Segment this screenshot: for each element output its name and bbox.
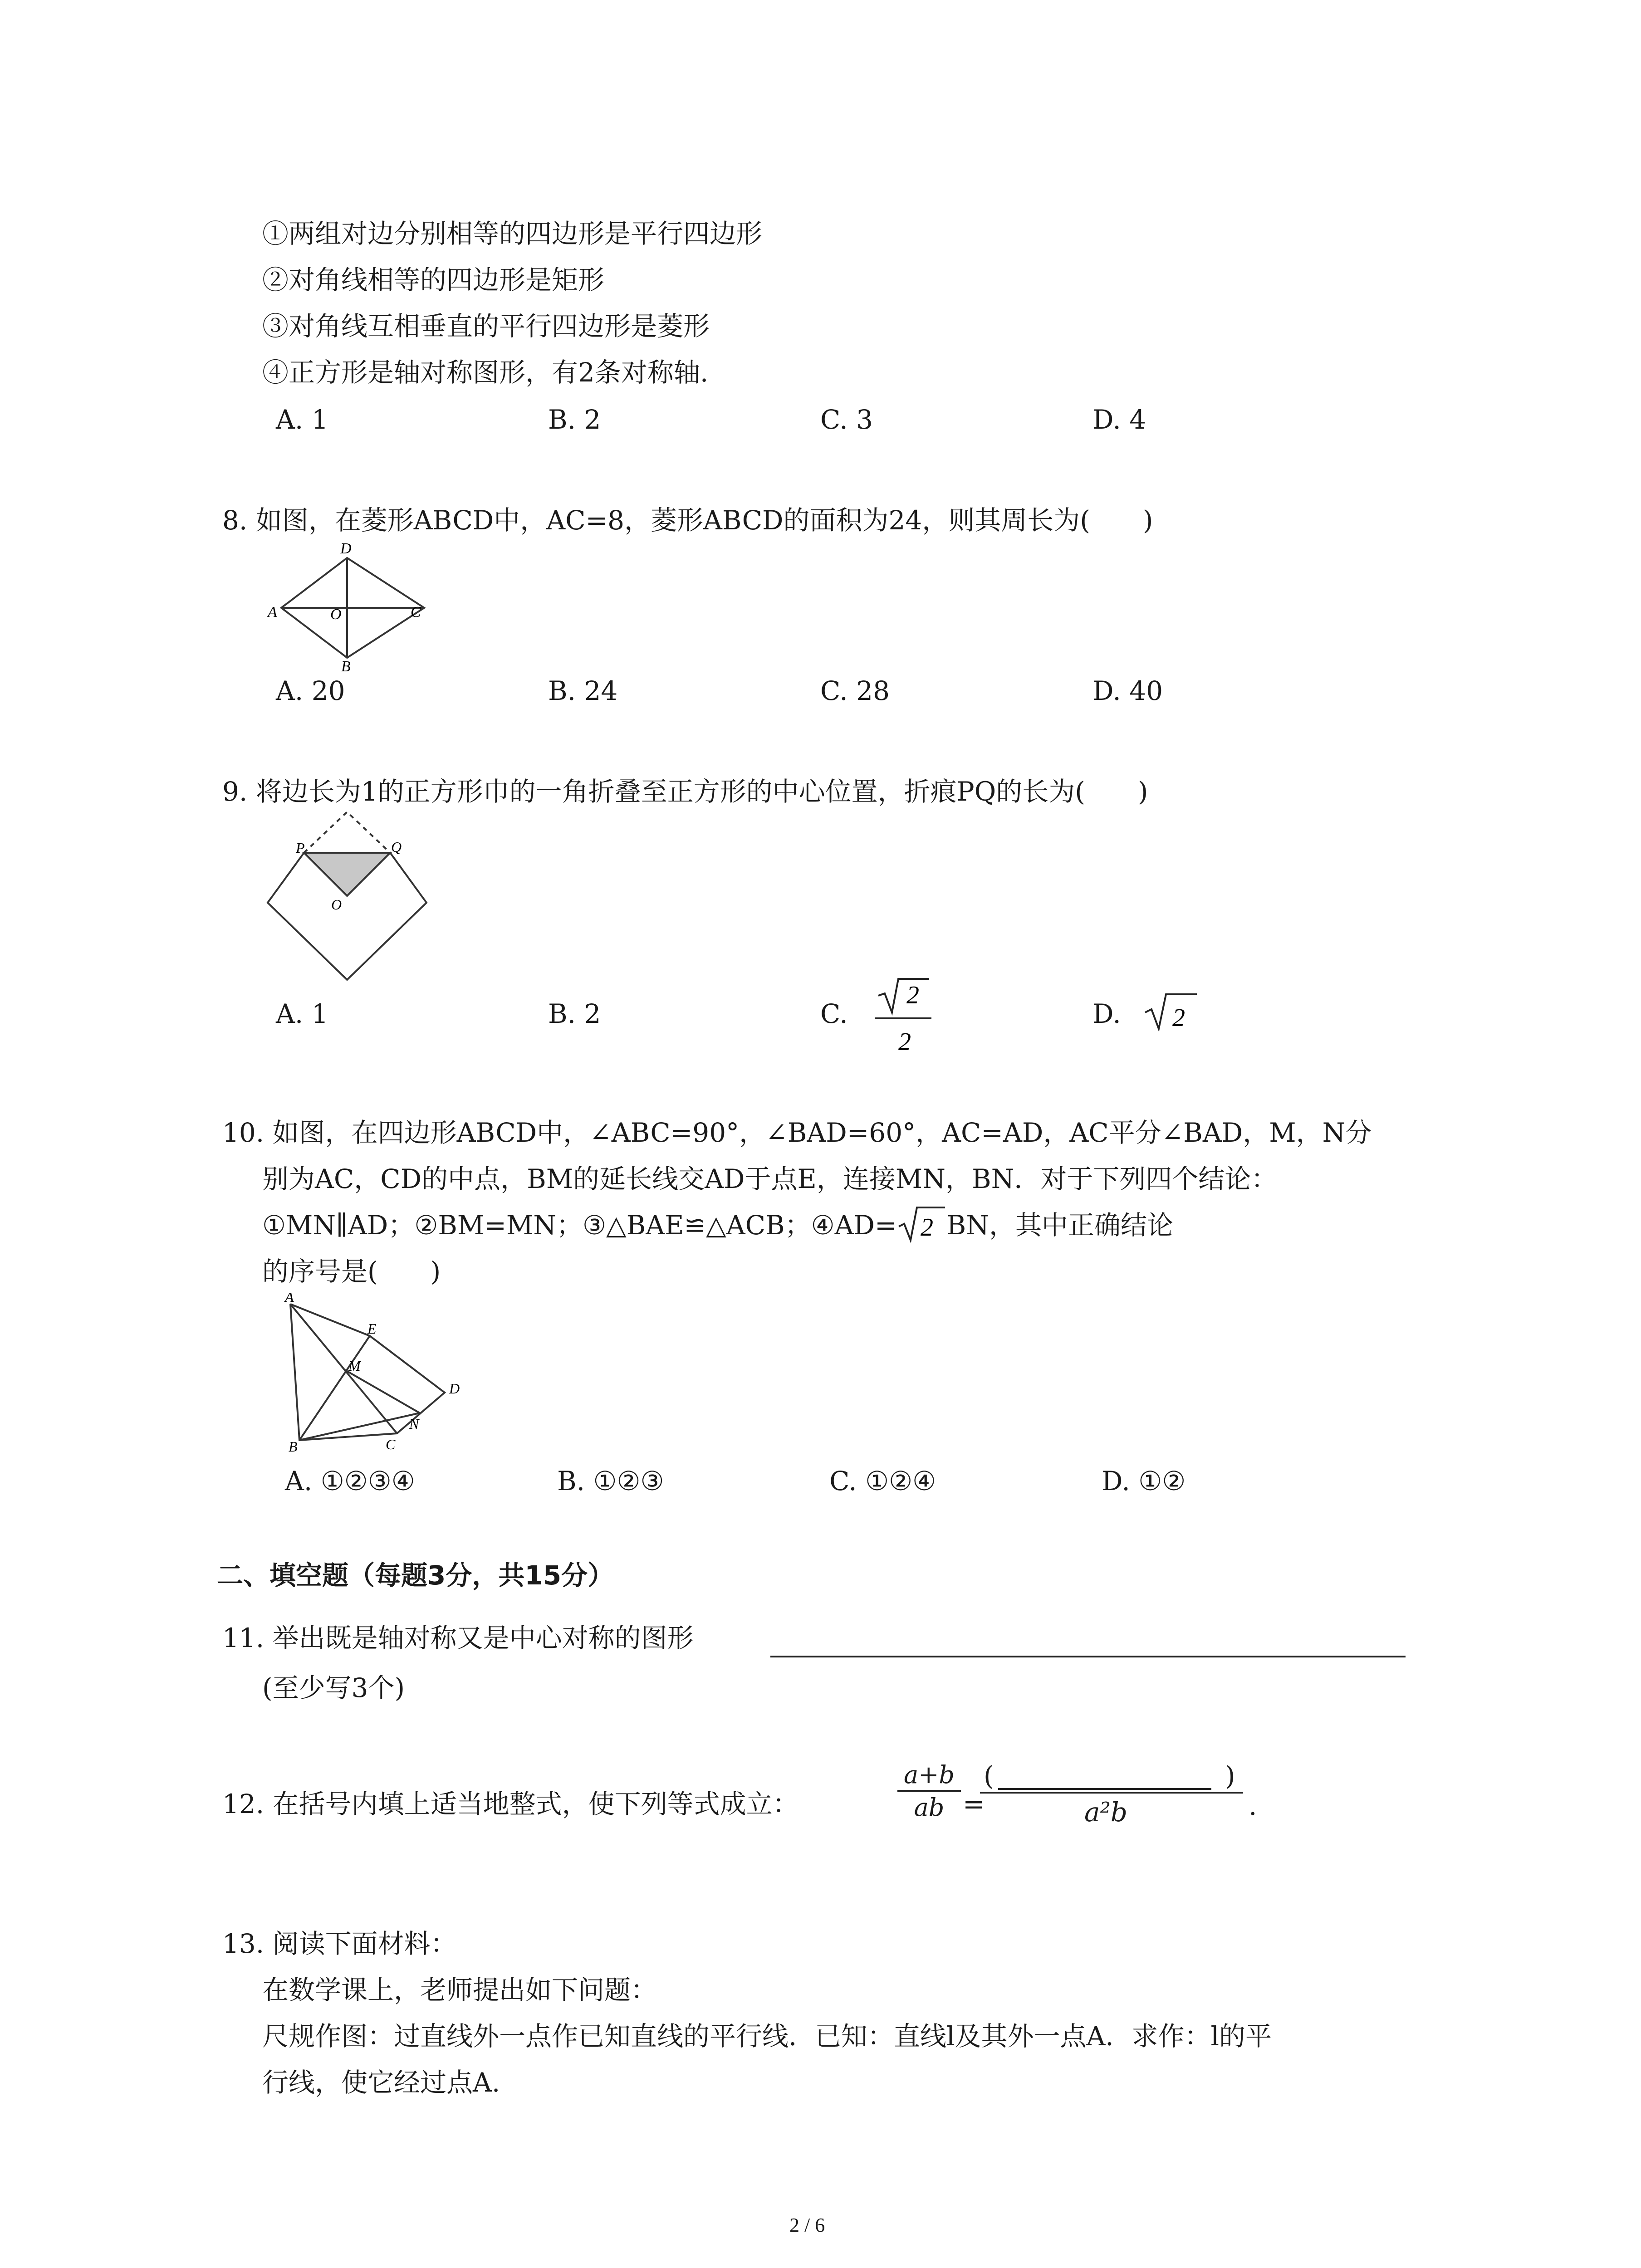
label-b: B (341, 658, 351, 671)
q9-option-d-sqrt (1142, 984, 1201, 1034)
q7-statement-4: ④正方形是轴对称图形，有2条对称轴. (262, 357, 709, 388)
q11-answer-blank[interactable] (770, 1656, 1406, 1657)
fraction-bar (980, 1792, 1243, 1794)
q9-option-d[interactable] (1092, 984, 1210, 1034)
q10-option-b[interactable]: B. ①②③ (557, 1466, 664, 1496)
q10-option-c[interactable]: C. ①②④ (829, 1466, 936, 1496)
q9-option-c-prefix: C. (820, 998, 848, 1029)
q11-stem: 11. 举出既是轴对称又是中心对称的图形 (222, 1623, 694, 1653)
q10-line-3-part-b: BN，其中正确结论 (946, 1210, 1173, 1241)
q12-period: . (1249, 1790, 1257, 1821)
sqrt-radicand: 2 (1172, 1004, 1185, 1032)
label-a: A (285, 1293, 294, 1305)
q7-option-a[interactable]: A. 1 (276, 404, 328, 435)
q9-option-c-fraction (870, 975, 934, 1057)
q10-sqrt (897, 1209, 947, 1241)
q12-rhs-close-paren: ) (1225, 1760, 1235, 1791)
q12-rhs-fraction (980, 1760, 1243, 1828)
q9-option-d-prefix: D. (1092, 998, 1121, 1029)
q10-line-3 (262, 1209, 1173, 1241)
q8-option-c[interactable]: C. 28 (820, 675, 890, 706)
q10-line-2: 别为AC，CD的中点，BM的延长线交AD于点E，连接MN，BN．对于下列四个结论： (262, 1163, 1278, 1194)
q13-line-4: 行线，使它经过点A. (262, 2067, 500, 2098)
label-o: O (331, 896, 342, 913)
label-c: C (386, 1436, 396, 1452)
q10-option-d[interactable]: D. ①② (1102, 1466, 1186, 1496)
label-b: B (289, 1438, 298, 1455)
q8-option-a[interactable]: A. 20 (276, 675, 345, 706)
label-o: O (330, 606, 342, 623)
sqrt-radicand: 2 (920, 1213, 933, 1242)
q12-lhs-numerator: a+b (903, 1760, 955, 1789)
sqrt-sign (878, 979, 929, 1012)
segment-ac (290, 1304, 397, 1433)
segment-mn (345, 1370, 420, 1413)
fraction-denominator: 2 (898, 1028, 911, 1056)
section-2-title: 二、填空题（每题3分，共15分） (217, 1560, 614, 1591)
sqrt-sign (1145, 994, 1197, 1029)
q12-lhs-fraction (897, 1760, 961, 1823)
q12-rhs-open-paren: ( (984, 1760, 994, 1791)
q10-line-3-part-a: ①MN∥AD；②BM=MN；③△BAE≌△ACB；④AD= (262, 1210, 897, 1241)
q12-stem: 12. 在括号内填上适当地整式，使下列等式成立： (222, 1789, 799, 1819)
q10-option-a[interactable]: A. ①②③④ (285, 1466, 415, 1496)
q13-line-1: 13. 阅读下面材料： (222, 1928, 457, 1959)
q13-line-3: 尺规作图：过直线外一点作已知直线的平行线．已知：直线l及其外一点A．求作：l的平 (262, 2021, 1272, 2052)
sqrt-radicand: 2 (906, 981, 919, 1009)
folded-corner-dashed (304, 812, 390, 853)
q7-option-c[interactable]: C. 3 (820, 404, 873, 435)
label-a: A (268, 604, 277, 621)
q9-option-b[interactable]: B. 2 (548, 998, 601, 1029)
folded-triangle (304, 853, 390, 896)
q10-line-4: 的序号是( ) (262, 1256, 441, 1287)
q9-stem: 9. 将边长为1的正方形巾的一角折叠至正方形的中心位置，折痕PQ的长为( ) (222, 776, 1148, 807)
q10-line-1: 10. 如图，在四边形ABCD中，∠ABC=90°，∠BAD=60°，AC=AD，AC平分∠BAD，M，N分 (222, 1117, 1372, 1148)
q7-statement-3: ③对角线互相垂直的平行四边形是菱形 (262, 311, 710, 342)
q11-note: (至少写3个) (262, 1672, 405, 1703)
page-number: 2 / 6 (789, 2214, 825, 2236)
label-n: N (409, 1416, 419, 1432)
q10-quadrilateral-figure (277, 1293, 467, 1465)
q9-folded-square-figure (259, 807, 449, 984)
label-e: E (367, 1320, 377, 1337)
q12-rhs-denominator: a²b (1084, 1797, 1127, 1828)
q8-rhombus-figure (263, 540, 436, 671)
q12-numerator-blank[interactable] (998, 1788, 1211, 1790)
q8-option-d[interactable]: D. 40 (1092, 675, 1163, 706)
q12-equals-sign: = (963, 1789, 985, 1819)
q13-line-2: 在数学课上，老师提出如下问题： (262, 1975, 657, 2005)
label-q: Q (391, 839, 402, 855)
label-m: M (348, 1358, 361, 1374)
q9-option-a[interactable]: A. 1 (276, 998, 328, 1029)
label-d: D (449, 1380, 460, 1397)
label-p: P (296, 840, 305, 856)
label-d: D (340, 540, 352, 557)
q7-option-d[interactable]: D. 4 (1092, 404, 1146, 435)
q7-option-b[interactable]: B. 2 (548, 404, 601, 435)
q8-option-b[interactable]: B. 24 (548, 675, 618, 706)
q12-lhs-denominator: ab (914, 1793, 945, 1822)
q7-statement-1: ①两组对边分别相等的四边形是平行四边形 (262, 218, 763, 249)
label-c: C (411, 604, 421, 621)
q9-option-c[interactable] (820, 975, 956, 1057)
q7-statement-2: ②对角线相等的四边形是矩形 (262, 264, 605, 295)
q8-stem: 8. 如图，在菱形ABCD中，AC=8，菱形ABCD的面积为24，则其周长为( ) (222, 505, 1153, 536)
